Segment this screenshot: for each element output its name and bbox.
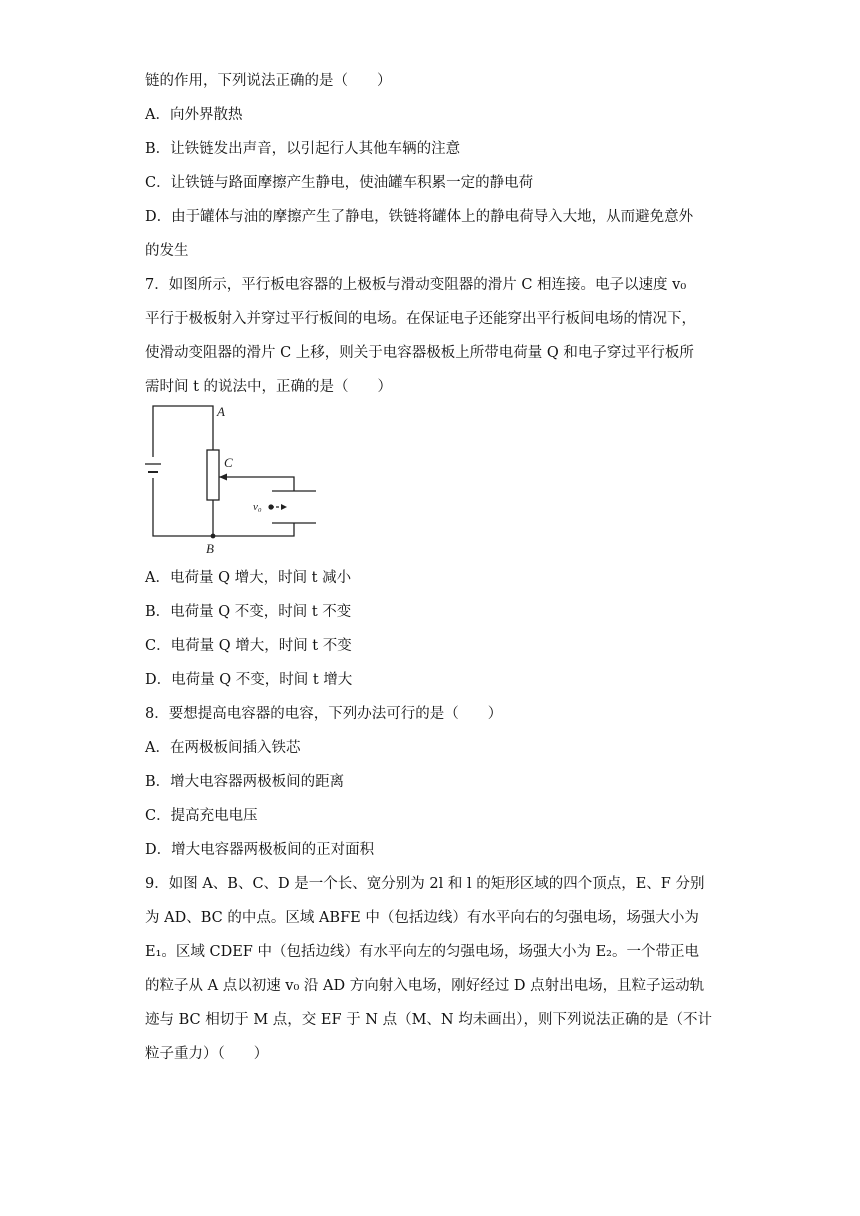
electron-dot [268, 504, 273, 509]
q7-circuit-diagram [136, 398, 336, 558]
q9-stem-line-5: 迹与 BC 相切于 M 点，交 EF 于 N 点（M、N 均未画出），则下列说法正确的是（不计 [145, 1012, 712, 1028]
rheostat-resistor [207, 450, 219, 500]
q8-option-d: D．增大电容器两极板间的正对面积 [145, 842, 375, 858]
q7-option-a: A．电荷量 Q 增大，时间 t 减小 [145, 570, 352, 586]
circuit-wire-top [153, 406, 213, 457]
q7-stem-line-1: 7．如图所示，平行板电容器的上极板与滑动变阻器的滑片 C 相连接。电子以速度 v₀ [145, 277, 687, 293]
q7-stem-line-3: 使滑动变阻器的滑片 C 上移，则关于电容器极板上所带电荷量 Q 和电子穿过平行板所 [145, 345, 694, 361]
q6-option-a: A．向外界散热 [145, 107, 243, 123]
q8-option-b: B．增大电容器两极板间的距离 [145, 774, 345, 790]
slider-arrowhead [219, 474, 227, 481]
slider-wire [219, 477, 294, 491]
q7-option-d: D．电荷量 Q 不变，时间 t 增大 [145, 672, 353, 688]
q9-stem-line-6: 粒子重力）（ ） [145, 1046, 269, 1062]
q9-stem-line-4: 的粒子从 A 点以初速 v₀ 沿 AD 方向射入电场，刚好经过 D 点射出电场，且粒子运动轨 [145, 978, 705, 994]
label-b: B [206, 541, 214, 556]
junction-b [211, 534, 216, 539]
q7-stem-line-2: 平行于极板射入并穿过平行板间的电场。在保证电子还能穿出平行板间电场的情况下， [145, 311, 696, 327]
label-a: A [217, 404, 225, 419]
q6-option-d-continued: 的发生 [145, 243, 189, 259]
q6-option-c: C．让铁链与路面摩擦产生静电，使油罐车积累一定的静电荷 [145, 175, 534, 191]
q7-stem-line-4: 需时间 t 的说法中，正确的是（ ） [145, 379, 393, 395]
q8-option-a: A．在两极板间插入铁芯 [145, 740, 301, 756]
label-c: C [224, 455, 233, 470]
q6-option-d: D．由于罐体与油的摩擦产生了静电，铁链将罐体上的静电荷导入大地，从而避免意外 [145, 209, 694, 225]
q9-stem-line-3: E₁。区域 CDEF 中（包括边线）有水平向左的匀强电场，场强大小为 E₂。一个带正电 [145, 944, 699, 960]
q8-option-c: C．提高充电电压 [145, 808, 258, 824]
velocity-arrowhead [281, 504, 287, 510]
q9-stem-line-2: 为 AD、BC 的中点。区域 ABFE 中（包括边线）有水平向右的匀强电场，场强大小为 [145, 910, 699, 926]
q7-option-c: C．电荷量 Q 增大，时间 t 不变 [145, 638, 352, 654]
label-v0: v₀ [253, 501, 262, 513]
q6-option-b: B．让铁链发出声音，以引起行人其他车辆的注意 [145, 141, 461, 157]
q6-stem-continuation: 链的作用，下列说法正确的是（ ） [145, 73, 392, 89]
q7-option-b: B．电荷量 Q 不变，时间 t 不变 [145, 604, 352, 620]
q8-stem: 8．要想提高电容器的电容，下列办法可行的是（ ） [145, 706, 503, 722]
q9-stem-line-1: 9．如图 A、B、C、D 是一个长、宽分别为 2l 和 l 的矩形区域的四个顶点，E、F 分别 [145, 876, 705, 892]
